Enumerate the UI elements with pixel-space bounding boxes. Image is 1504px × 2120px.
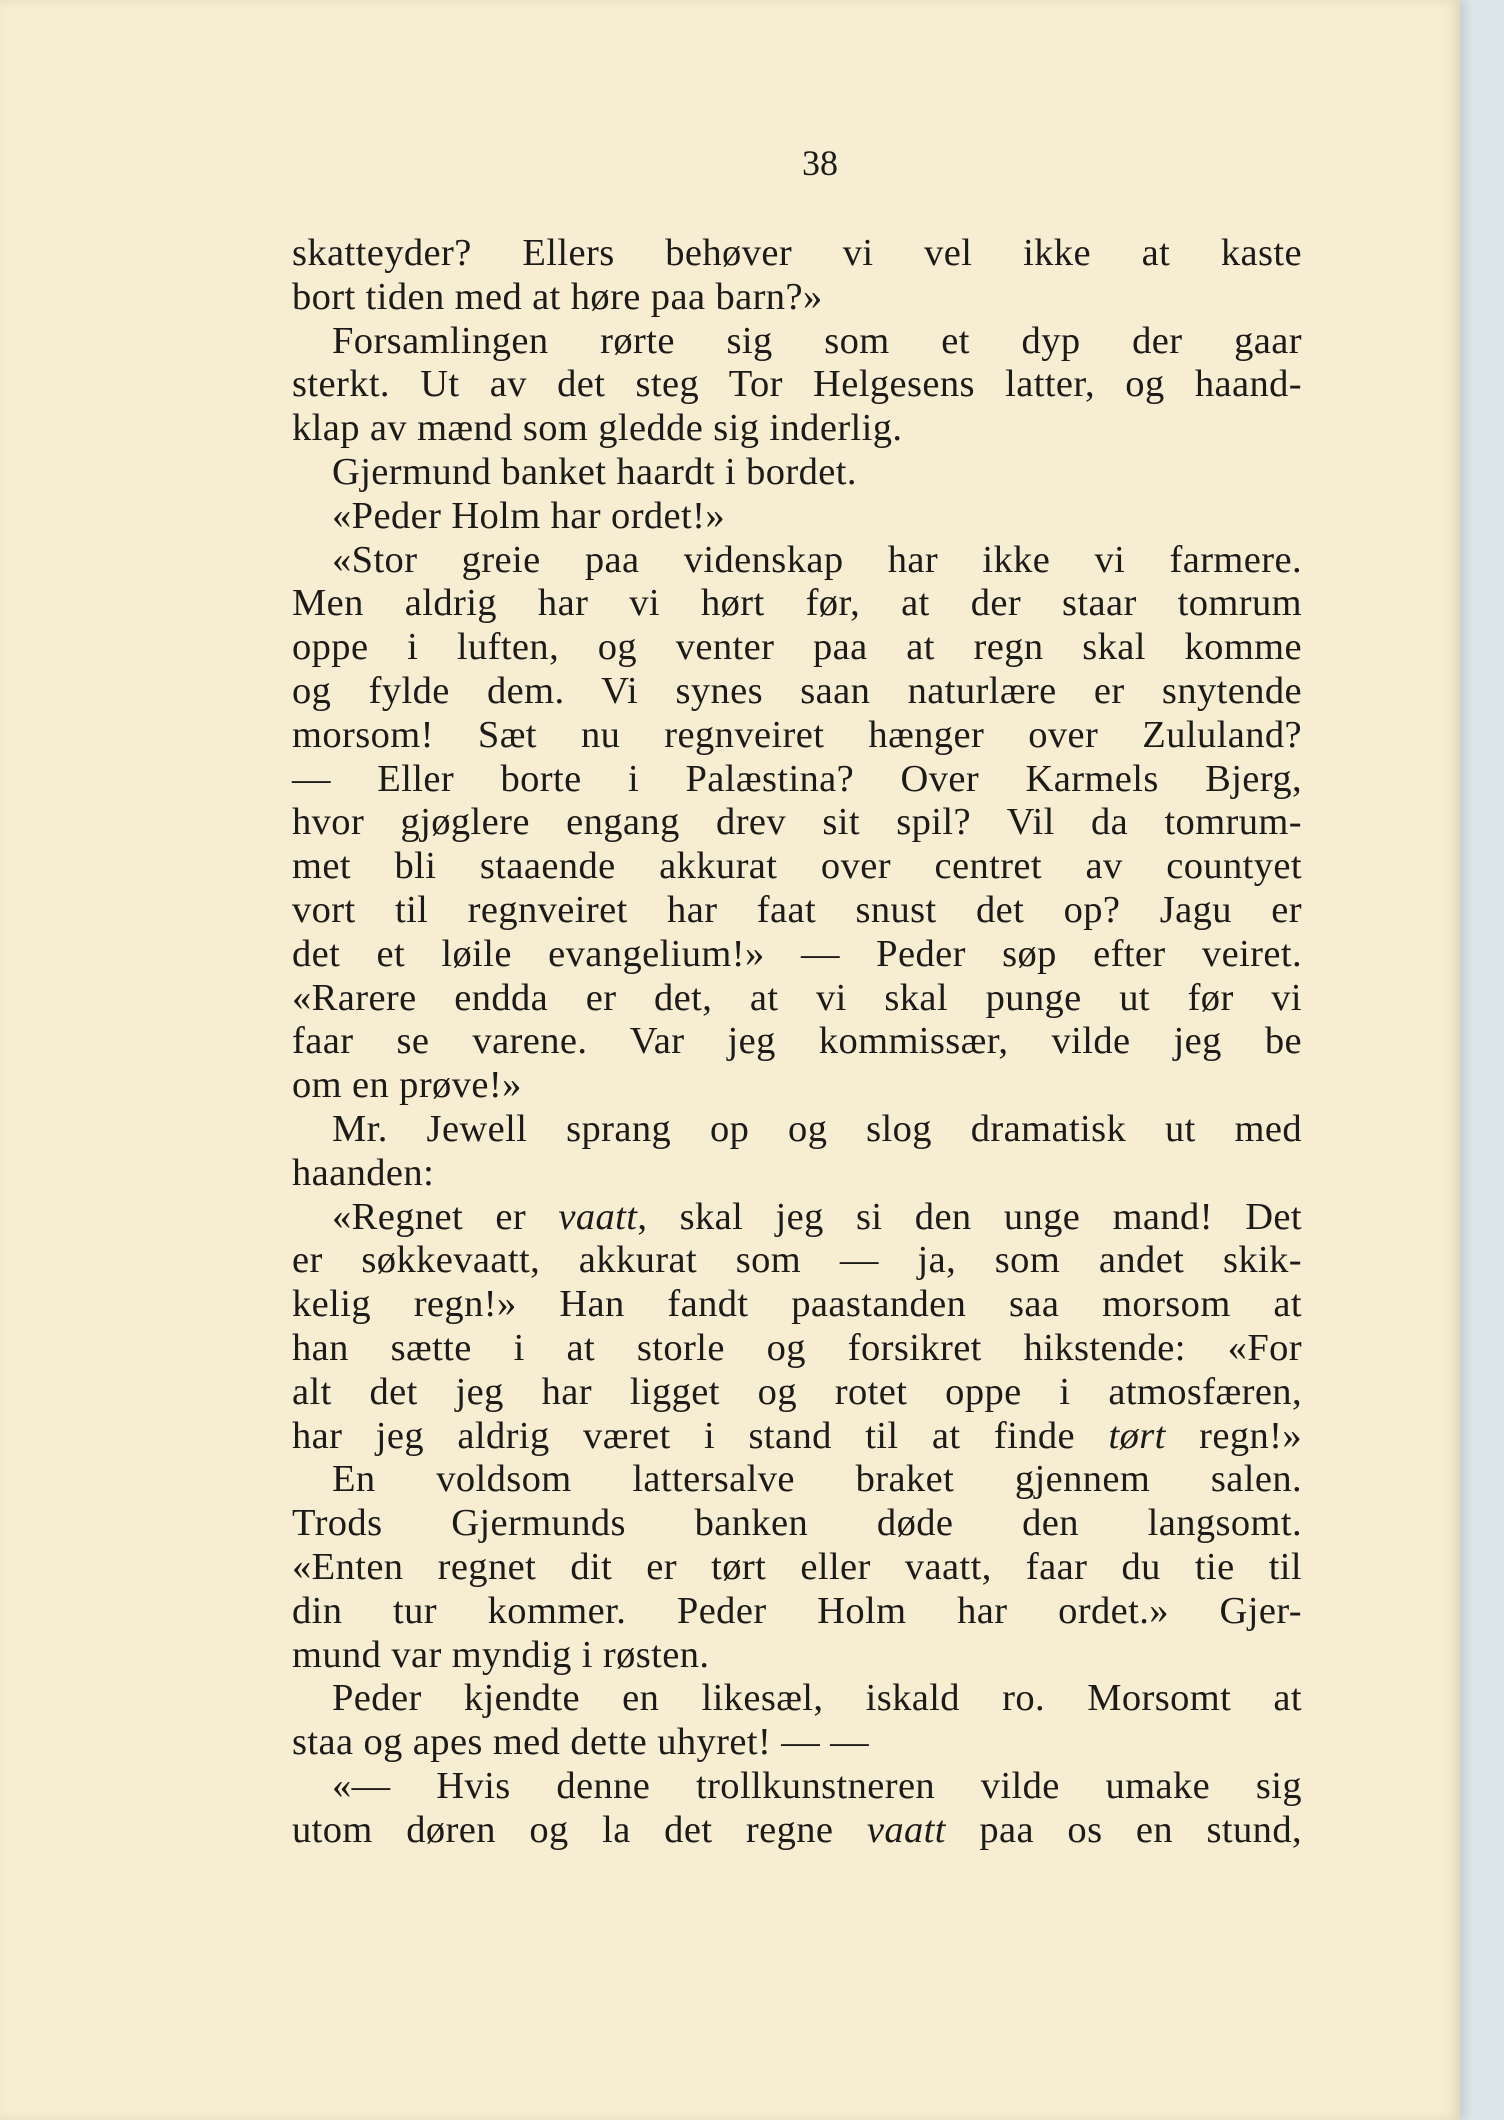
text-line: «Peder Holm har ordet!» [332, 494, 726, 537]
text-line: «— Hvis denne trollkunstneren vilde umake sig [332, 1764, 1302, 1807]
text-line: morsom! Sæt nu regnveiret hænger over Zululand? [292, 713, 1302, 756]
text-line: faar se varene. Var jeg kommissær, vilde jeg be [292, 1020, 1302, 1063]
emphasized-word: vaatt [866, 1808, 946, 1851]
text-line: vort til regnveiret har faat snust det op? Jagu er [292, 888, 1302, 931]
text-line: han sætte i at storle og forsikret hikstende: «For [292, 1326, 1302, 1369]
body-text [292, 232, 1302, 1852]
text-line: met bli staaende akkurat over centret av countyet [292, 845, 1302, 888]
text-line: kelig regn!» Han fandt paastanden saa morsom at [292, 1283, 1302, 1326]
text-line: alt det jeg har ligget og rotet oppe i atmosfæren, [292, 1370, 1302, 1413]
text-line: hvor gjøglere engang drev sit spil? Vil da tomrum- [292, 801, 1302, 844]
text-line: din tur kommer. Peder Holm har ordet.» Gjer- [292, 1589, 1302, 1632]
text-line: En voldsom lattersalve braket gjennem salen. [332, 1458, 1302, 1501]
text-line: «Regnet er vaatt, skal jeg si den unge mand! Det [332, 1195, 1302, 1238]
text-line: om en prøve!» [292, 1064, 522, 1107]
text-line: mund var myndig i røsten. [292, 1633, 710, 1676]
text-line: Peder kjendte en likesæl, iskald ro. Morsomt at [332, 1677, 1302, 1720]
text-line: det et løile evangelium!» — Peder søp efter veiret. [292, 932, 1302, 975]
text-line: Trods Gjermunds banken døde den langsomt. [292, 1502, 1302, 1545]
text-line: «Rarere endda er det, at vi skal punge ut før vi [292, 976, 1302, 1019]
text-line: oppe i luften, og venter paa at regn skal komme [292, 626, 1302, 669]
text-line: skatteyder? Ellers behøver vi vel ikke at kaste [292, 232, 1302, 274]
text-line: er søkkevaatt, akkurat som — ja, som andet skik- [292, 1239, 1302, 1282]
text-line: Men aldrig har vi hørt før, at der staar tomrum [292, 582, 1302, 625]
page-number: 38 [802, 143, 838, 183]
text-line: «Stor greie paa videnskap har ikke vi farmere. [332, 538, 1302, 581]
text-line: har jeg aldrig været i stand til at finde tørt regn!» [292, 1414, 1303, 1457]
text-line: Gjermund banket haardt i bordet. [332, 450, 857, 493]
text-line: staa og apes med dette uhyret! — — [292, 1721, 870, 1764]
text-line: bort tiden med at høre paa barn?» [292, 275, 823, 318]
text-line: og fylde dem. Vi synes saan naturlære er snytende [292, 669, 1302, 712]
text-line: Mr. Jewell sprang op og slog dramatisk ut med [332, 1107, 1302, 1150]
emphasized-word: tørt [1108, 1414, 1166, 1457]
text-line: klap av mænd som gledde sig inderlig. [292, 407, 903, 450]
text-line: haanden: [292, 1151, 435, 1194]
emphasized-word: vaatt [558, 1195, 638, 1238]
text-line: utom døren og la det regne vaatt paa os en stund, [292, 1808, 1302, 1851]
text-line: sterkt. Ut av det steg Tor Helgesens latter, og haand- [292, 363, 1302, 406]
text-line: «Enten regnet dit er tørt eller vaatt, faar du tie til [292, 1545, 1302, 1588]
text-line: Forsamlingen rørte sig som et dyp der gaar [332, 319, 1302, 362]
text-line: — Eller borte i Palæstina? Over Karmels Bjerg, [292, 757, 1302, 800]
